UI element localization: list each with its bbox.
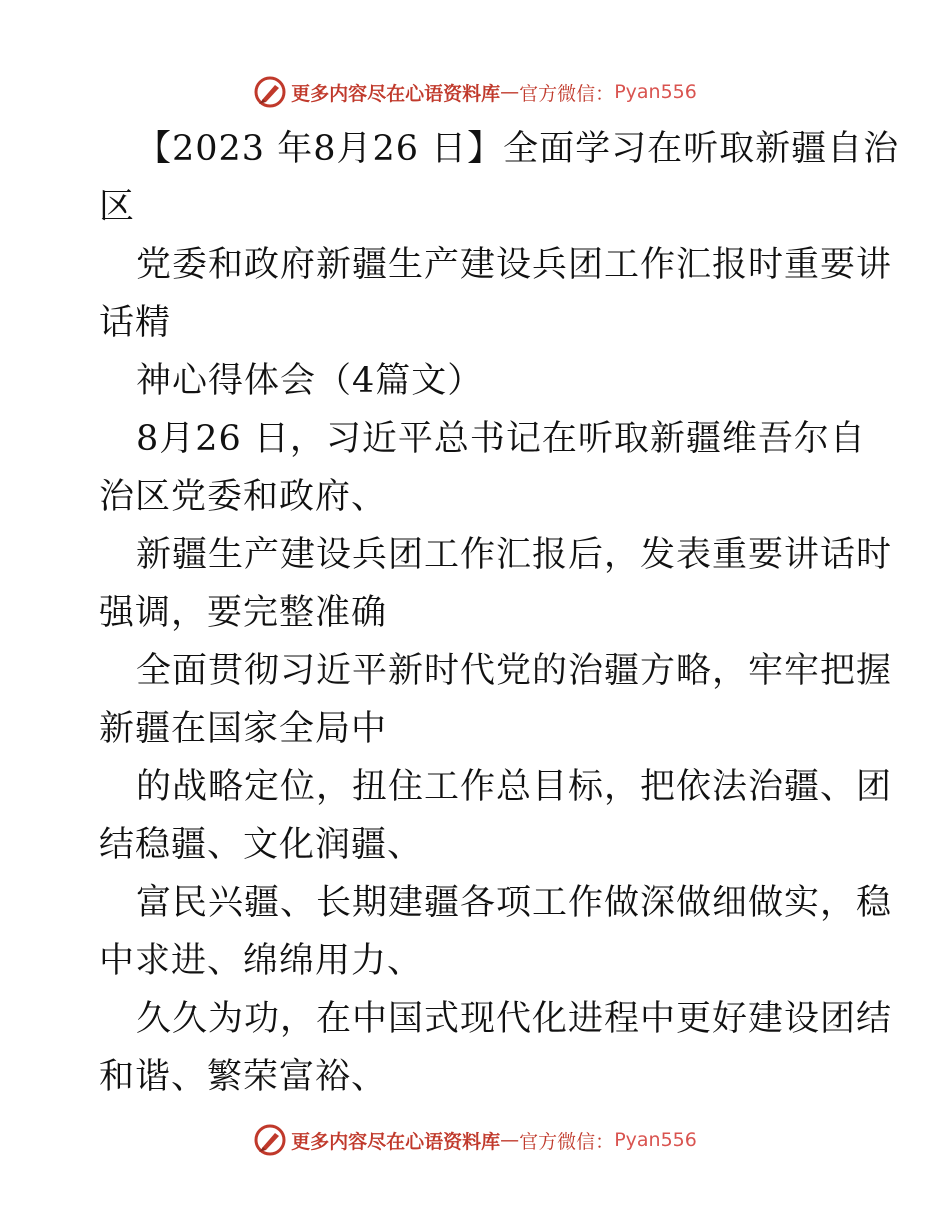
wechat-id: Pyan556 xyxy=(614,1129,697,1151)
paragraph-line: 强调，要完整准确 xyxy=(99,593,388,633)
paragraph-line: 富民兴疆、长期建疆各项工作做深做细做实，稳 xyxy=(136,883,893,923)
wechat-id: Pyan556 xyxy=(614,81,697,103)
title-line-2: 区 xyxy=(99,187,136,227)
title-line-5: 神心得体会（4篇文） xyxy=(136,361,484,401)
wechat-label: 官方微信： xyxy=(519,1130,615,1153)
paragraph-line: 新疆生产建设兵团工作汇报后，发表重要讲话时 xyxy=(136,535,893,575)
paragraph-line: 久久为功，在中国式现代化进程中更好建设团结 xyxy=(136,999,893,1039)
document-body xyxy=(99,120,900,1106)
banner-dash: — xyxy=(500,1129,520,1151)
title-line-4: 话精 xyxy=(99,303,172,343)
paragraph-line: 治区党委和政府、 xyxy=(99,477,388,517)
paragraph-line: 8月26 日，习近平总书记在听取新疆维吾尔自 xyxy=(136,419,866,459)
library-text: 更多内容尽在心语资料库 xyxy=(291,82,501,105)
library-text: 更多内容尽在心语资料库 xyxy=(291,1130,501,1153)
paragraph-line: 和谐、繁荣富裕、 xyxy=(99,1057,388,1097)
title-line-3: 党委和政府新疆生产建设兵团工作汇报时重要讲 xyxy=(136,245,893,285)
paragraph-line: 中求进、绵绵用力、 xyxy=(99,941,424,981)
paragraph-line: 新疆在国家全局中 xyxy=(99,709,388,749)
title-line-1: 【2023 年8月26 日】全面学习在听取新疆自治 xyxy=(136,129,900,169)
paragraph-line: 结稳疆、文化润疆、 xyxy=(99,825,424,865)
paragraph-line: 的战略定位，扭住工作总目标，把依法治疆、团 xyxy=(136,767,893,807)
paragraph-line: 全面贯彻习近平新时代党的治疆方略，牢牢把握 xyxy=(136,651,893,691)
pen-logo-icon xyxy=(253,75,287,109)
footer-watermark-banner xyxy=(0,1120,950,1160)
wechat-label: 官方微信： xyxy=(519,82,615,105)
banner-dash: — xyxy=(500,81,520,103)
pen-logo-icon xyxy=(253,1123,287,1157)
header-watermark-banner xyxy=(0,72,950,112)
